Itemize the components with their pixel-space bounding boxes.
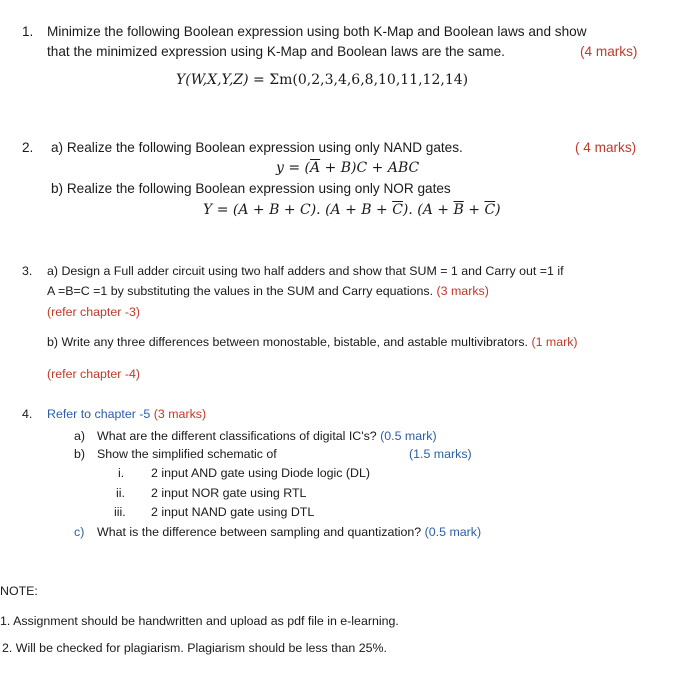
q4-item-text: 2 input AND gate using Diode logic (DL) bbox=[151, 466, 371, 480]
q3-part-a-ref: (refer chapter -3) bbox=[47, 305, 140, 319]
q3-part-b-text: b) Write any three differences between monostable, bistable, and astable multivibrators. bbox=[47, 335, 528, 349]
note-line-1: 1. Assignment should be handwritten and upload as pdf file in e-learning. bbox=[0, 614, 399, 628]
q1-expr-sigma: Σ bbox=[269, 72, 280, 88]
q1-text-line1: Minimize the following Boolean expression using both K-Map and Boolean laws and show bbox=[47, 24, 587, 39]
q4-c-label: c) bbox=[74, 525, 85, 539]
q1-expression bbox=[176, 72, 468, 88]
q1-expr-rhs: m(0,2,3,4,6,8,10,11,12,14) bbox=[279, 72, 469, 88]
q4-c-line bbox=[97, 525, 481, 539]
q4-c-text: What is the difference between sampling and quantization? bbox=[97, 525, 422, 539]
q3-part-a-line1: a) Design a Full adder circuit using two half adders and show that SUM = 1 and Carry out =1 if bbox=[47, 264, 564, 278]
q3-part-a-marks: (3 marks) bbox=[436, 284, 489, 298]
note-line-2: 2. Will be checked for plagiarism. Plagiarism should be less than 25%. bbox=[2, 641, 387, 655]
q4-a-text: What are the different classifications of digital IC's? bbox=[97, 429, 377, 443]
q4-b-marks: (1.5 marks) bbox=[409, 447, 472, 461]
note-title: NOTE: bbox=[0, 584, 38, 598]
q4-header bbox=[47, 407, 206, 421]
q2-marks: ( 4 marks) bbox=[575, 140, 637, 155]
q3-part-a-line2 bbox=[47, 284, 489, 298]
q2b-expr-mid: ). (A + bbox=[402, 202, 454, 218]
q4-item-roman: ii. bbox=[116, 486, 125, 500]
q4-marks: (3 marks) bbox=[153, 407, 207, 421]
q2-part-a-text: a) Realize the following Boolean expression using only NAND gates. bbox=[51, 140, 463, 155]
q4-item-roman: iii. bbox=[114, 505, 126, 519]
q2-number: 2. bbox=[22, 140, 34, 155]
q2-part-b-expression bbox=[203, 202, 501, 218]
q2b-expr-bar-b: $\overline{B}$ bbox=[453, 202, 464, 218]
q4-b-label: b) bbox=[74, 447, 86, 461]
q3-part-b-line bbox=[47, 335, 578, 349]
q4-item-roman: i. bbox=[118, 466, 125, 480]
q2-part-a-expression bbox=[276, 160, 419, 176]
q3-part-b-ref: (refer chapter -4) bbox=[47, 367, 140, 381]
q2b-expr-bar-c2: $\overline{C}$ bbox=[484, 202, 496, 218]
q4-a-line bbox=[97, 429, 437, 443]
q2b-expr-bar-c1: $\overline{C}$ bbox=[392, 202, 403, 218]
q1-text-line2: that the minimized expression using K-Map and Boolean laws are the same. bbox=[47, 44, 505, 59]
q2a-expr-bar-a: $\overline{A}$ bbox=[310, 160, 321, 176]
q1-expr-lhs: Y(W,X,Y,Z) = bbox=[176, 72, 270, 88]
q3-part-b-marks: (1 mark) bbox=[531, 335, 578, 349]
q2b-expr-end: ) bbox=[495, 202, 501, 218]
q4-item-text: 2 input NAND gate using DTL bbox=[151, 505, 315, 519]
q4-a-marks: (0.5 mark) bbox=[380, 429, 437, 443]
q4-item-text: 2 input NOR gate using RTL bbox=[151, 486, 307, 500]
q2a-expr-pre: y = ( bbox=[276, 160, 311, 176]
q4-b-text: Show the simplified schematic of bbox=[97, 447, 277, 461]
q4-c-marks: (0.5 mark) bbox=[424, 525, 482, 539]
q2b-expr-pre: Y = (A + B + C). (A + B + bbox=[203, 202, 393, 218]
q1-number: 1. bbox=[22, 24, 34, 39]
q1-marks: (4 marks) bbox=[580, 44, 638, 59]
q2b-expr-mid2: + bbox=[463, 202, 485, 218]
q3-number: 3. bbox=[22, 264, 33, 278]
q4-a-label: a) bbox=[74, 429, 86, 443]
q4-ref: Refer to chapter -5 bbox=[47, 407, 151, 421]
q3-part-a-line2-text: A =B=C =1 by substituting the values in the SUM and Carry equations. bbox=[47, 284, 434, 298]
q4-number: 4. bbox=[22, 407, 33, 421]
q2a-expr-post: + B)C + ABC bbox=[320, 160, 420, 176]
q2-part-b-text: b) Realize the following Boolean expression using only NOR gates bbox=[51, 181, 451, 196]
